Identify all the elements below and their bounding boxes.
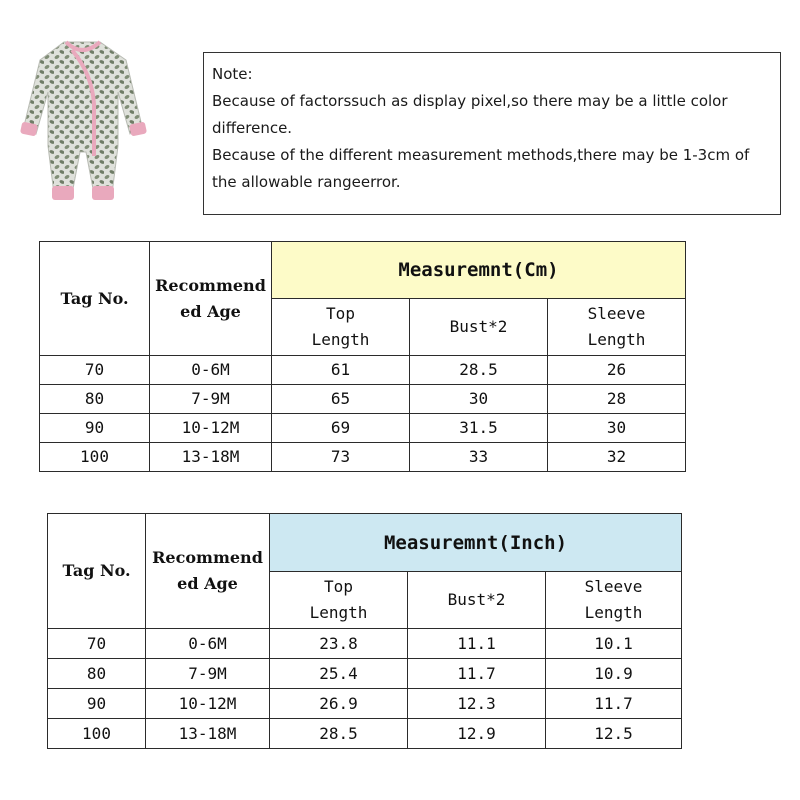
top-length-cell: 65	[272, 385, 410, 414]
sleeve-length-header: Sleeve Length	[546, 572, 682, 629]
sleeve-length-cell: 32	[548, 443, 686, 472]
age-cell: 13-18M	[146, 719, 270, 749]
top-length-cell: 26.9	[270, 689, 408, 719]
bust-header: Bust*2	[408, 572, 546, 629]
bust-cell: 11.7	[408, 659, 546, 689]
tag-cell: 80	[48, 659, 146, 689]
bust-cell: 30	[410, 385, 548, 414]
sleeve-length-cell: 28	[548, 385, 686, 414]
age-cell: 0-6M	[150, 356, 272, 385]
baby-romper-image	[14, 34, 154, 209]
tag-cell: 70	[48, 629, 146, 659]
note-line: Because of the different measurement methods,there may be 1-3cm of	[212, 146, 750, 164]
tag-no-header: Tag No.	[40, 242, 150, 356]
top-length-cell: 69	[272, 414, 410, 443]
sleeve-length-cell: 26	[548, 356, 686, 385]
top-length-header: Top Length	[272, 299, 410, 356]
recommended-age-header: Recommend ed Age	[150, 242, 272, 356]
age-cell: 7-9M	[150, 385, 272, 414]
tag-cell: 90	[48, 689, 146, 719]
bust-header: Bust*2	[410, 299, 548, 356]
measurement-inch-header: Measuremnt(Inch)	[270, 514, 682, 572]
bust-cell: 31.5	[410, 414, 548, 443]
tag-cell: 100	[48, 719, 146, 749]
sleeve-length-header: Sleeve Length	[548, 299, 686, 356]
table-row	[40, 414, 686, 443]
sleeve-length-cell: 10.1	[546, 629, 682, 659]
top-length-cell: 28.5	[270, 719, 408, 749]
top-length-cell: 73	[272, 443, 410, 472]
note-title: Note:	[212, 65, 253, 83]
tag-cell: 100	[40, 443, 150, 472]
table-row	[40, 443, 686, 472]
bust-cell: 12.9	[408, 719, 546, 749]
bust-cell: 28.5	[410, 356, 548, 385]
bust-cell: 33	[410, 443, 548, 472]
size-table-inch	[47, 513, 682, 749]
recommended-age-header: Recommend ed Age	[146, 514, 270, 629]
tag-no-header: Tag No.	[48, 514, 146, 629]
age-cell: 10-12M	[146, 689, 270, 719]
age-cell: 7-9M	[146, 659, 270, 689]
table-row	[48, 719, 682, 749]
size-table-cm	[39, 241, 686, 472]
tag-cell: 70	[40, 356, 150, 385]
age-cell: 10-12M	[150, 414, 272, 443]
tag-cell: 80	[40, 385, 150, 414]
table-row	[40, 356, 686, 385]
sleeve-length-cell: 12.5	[546, 719, 682, 749]
sleeve-length-cell: 10.9	[546, 659, 682, 689]
table-row	[40, 385, 686, 414]
tag-cell: 90	[40, 414, 150, 443]
measurement-cm-header: Measuremnt(Cm)	[272, 242, 686, 299]
note-box	[203, 52, 781, 215]
table-row	[48, 629, 682, 659]
bust-cell: 12.3	[408, 689, 546, 719]
note-line: difference.	[212, 119, 293, 137]
note-line: Because of factorssuch as display pixel,so there may be a little color	[212, 92, 728, 110]
top-length-cell: 25.4	[270, 659, 408, 689]
top-length-header: Top Length	[270, 572, 408, 629]
top-length-cell: 23.8	[270, 629, 408, 659]
top-length-cell: 61	[272, 356, 410, 385]
sleeve-length-cell: 30	[548, 414, 686, 443]
table-row	[48, 689, 682, 719]
sleeve-length-cell: 11.7	[546, 689, 682, 719]
age-cell: 0-6M	[146, 629, 270, 659]
age-cell: 13-18M	[150, 443, 272, 472]
bust-cell: 11.1	[408, 629, 546, 659]
note-line: the allowable rangeerror.	[212, 173, 401, 191]
table-row	[48, 659, 682, 689]
